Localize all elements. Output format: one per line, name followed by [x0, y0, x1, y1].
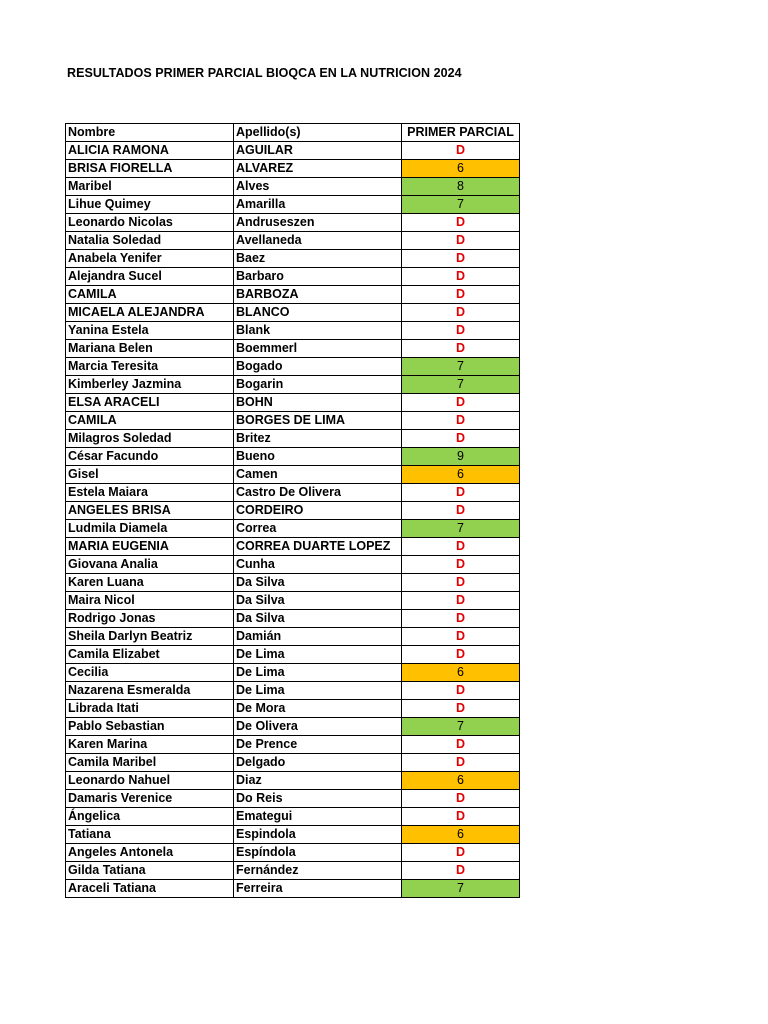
cell-name: Maira Nicol — [66, 592, 234, 610]
table-row — [66, 592, 520, 610]
table-row — [66, 160, 520, 178]
cell-grade: 6 — [402, 826, 520, 844]
cell-name: Camila Maribel — [66, 754, 234, 772]
cell-name: Alejandra Sucel — [66, 268, 234, 286]
cell-name: Karen Marina — [66, 736, 234, 754]
table-row — [66, 502, 520, 520]
cell-name: Tatiana — [66, 826, 234, 844]
cell-grade: D — [402, 214, 520, 232]
cell-name: Estela Maiara — [66, 484, 234, 502]
cell-surname: Andruseszen — [234, 214, 402, 232]
cell-surname: Bueno — [234, 448, 402, 466]
cell-name: Sheila Darlyn Beatriz — [66, 628, 234, 646]
cell-surname: Do Reis — [234, 790, 402, 808]
cell-name: César Facundo — [66, 448, 234, 466]
cell-grade: D — [402, 340, 520, 358]
table-row — [66, 214, 520, 232]
table-row — [66, 394, 520, 412]
cell-grade: D — [402, 808, 520, 826]
cell-grade: 6 — [402, 466, 520, 484]
cell-name: Lihue Quimey — [66, 196, 234, 214]
cell-surname: Espíndola — [234, 844, 402, 862]
cell-surname: Blank — [234, 322, 402, 340]
table-row — [66, 466, 520, 484]
cell-name: Milagros Soledad — [66, 430, 234, 448]
cell-grade: D — [402, 646, 520, 664]
table-row — [66, 754, 520, 772]
cell-grade: D — [402, 754, 520, 772]
table-row — [66, 448, 520, 466]
table-row — [66, 268, 520, 286]
cell-name: Yanina Estela — [66, 322, 234, 340]
table-row — [66, 880, 520, 898]
cell-surname: De Prence — [234, 736, 402, 754]
cell-surname: Delgado — [234, 754, 402, 772]
cell-grade: D — [402, 790, 520, 808]
table-row — [66, 304, 520, 322]
table-row — [66, 196, 520, 214]
cell-grade: D — [402, 556, 520, 574]
table-row — [66, 538, 520, 556]
cell-name: Ángelica — [66, 808, 234, 826]
cell-surname: BORGES DE LIMA — [234, 412, 402, 430]
cell-surname: Damián — [234, 628, 402, 646]
cell-grade: 7 — [402, 358, 520, 376]
cell-grade: 7 — [402, 196, 520, 214]
cell-name: Pablo Sebastian — [66, 718, 234, 736]
cell-grade: D — [402, 394, 520, 412]
table-row — [66, 628, 520, 646]
cell-grade: 7 — [402, 520, 520, 538]
table-row — [66, 520, 520, 538]
cell-name: Anabela Yenifer — [66, 250, 234, 268]
cell-surname: Bogado — [234, 358, 402, 376]
cell-grade: D — [402, 412, 520, 430]
table-row — [66, 286, 520, 304]
cell-surname: Diaz — [234, 772, 402, 790]
cell-surname: Bogarin — [234, 376, 402, 394]
cell-name: ELSA ARACELI — [66, 394, 234, 412]
cell-name: Mariana Belen — [66, 340, 234, 358]
cell-grade: 6 — [402, 664, 520, 682]
header-name: Nombre — [66, 124, 234, 142]
table-row — [66, 232, 520, 250]
table-row — [66, 844, 520, 862]
cell-name: Araceli Tatiana — [66, 880, 234, 898]
cell-name: Ludmila Diamela — [66, 520, 234, 538]
cell-surname: Boemmerl — [234, 340, 402, 358]
cell-surname: De Mora — [234, 700, 402, 718]
cell-name: Gilda Tatiana — [66, 862, 234, 880]
cell-surname: De Lima — [234, 664, 402, 682]
cell-grade: D — [402, 286, 520, 304]
cell-grade: D — [402, 736, 520, 754]
cell-name: ALICIA RAMONA — [66, 142, 234, 160]
cell-name: MARIA EUGENIA — [66, 538, 234, 556]
table-row — [66, 430, 520, 448]
table-row — [66, 142, 520, 160]
cell-grade: 6 — [402, 160, 520, 178]
cell-surname: BLANCO — [234, 304, 402, 322]
table-row — [66, 772, 520, 790]
table-row — [66, 250, 520, 268]
cell-grade: D — [402, 502, 520, 520]
cell-grade: D — [402, 844, 520, 862]
cell-surname: ALVAREZ — [234, 160, 402, 178]
table-row — [66, 358, 520, 376]
cell-surname: Cunha — [234, 556, 402, 574]
cell-name: Camila Elizabet — [66, 646, 234, 664]
table-row — [66, 736, 520, 754]
cell-surname: CORDEIRO — [234, 502, 402, 520]
table-row — [66, 700, 520, 718]
cell-surname: De Lima — [234, 646, 402, 664]
table-row — [66, 376, 520, 394]
cell-name: CAMILA — [66, 412, 234, 430]
cell-grade: D — [402, 268, 520, 286]
cell-name: ANGELES BRISA — [66, 502, 234, 520]
cell-grade: 6 — [402, 772, 520, 790]
cell-name: CAMILA — [66, 286, 234, 304]
cell-name: Marcia Teresita — [66, 358, 234, 376]
cell-surname: Alves — [234, 178, 402, 196]
table-row — [66, 574, 520, 592]
table-row — [66, 322, 520, 340]
cell-surname: Camen — [234, 466, 402, 484]
table-row — [66, 826, 520, 844]
cell-grade: 7 — [402, 718, 520, 736]
cell-grade: D — [402, 232, 520, 250]
cell-grade: 7 — [402, 880, 520, 898]
cell-name: Karen Luana — [66, 574, 234, 592]
table-row — [66, 664, 520, 682]
cell-surname: De Lima — [234, 682, 402, 700]
grades-table — [65, 123, 520, 898]
cell-name: Angeles Antonela — [66, 844, 234, 862]
cell-name: BRISA FIORELLA — [66, 160, 234, 178]
table-row — [66, 682, 520, 700]
cell-surname: BARBOZA — [234, 286, 402, 304]
cell-surname: Amarilla — [234, 196, 402, 214]
header-grade: PRIMER PARCIAL — [402, 124, 520, 142]
cell-surname: Britez — [234, 430, 402, 448]
table-row — [66, 610, 520, 628]
cell-name: Leonardo Nicolas — [66, 214, 234, 232]
cell-surname: Barbaro — [234, 268, 402, 286]
cell-grade: D — [402, 538, 520, 556]
table-row — [66, 646, 520, 664]
cell-name: Leonardo Nahuel — [66, 772, 234, 790]
cell-surname: Da Silva — [234, 610, 402, 628]
cell-surname: Da Silva — [234, 574, 402, 592]
cell-surname: Correa — [234, 520, 402, 538]
table-row — [66, 718, 520, 736]
cell-name: Gisel — [66, 466, 234, 484]
cell-surname: Espindola — [234, 826, 402, 844]
cell-grade: D — [402, 592, 520, 610]
cell-surname: Da Silva — [234, 592, 402, 610]
table-header-row — [66, 124, 520, 142]
cell-surname: Ferreira — [234, 880, 402, 898]
cell-name: Natalia Soledad — [66, 232, 234, 250]
cell-surname: BOHN — [234, 394, 402, 412]
cell-name: Giovana Analia — [66, 556, 234, 574]
cell-grade: D — [402, 142, 520, 160]
cell-grade: 8 — [402, 178, 520, 196]
cell-surname: De Olivera — [234, 718, 402, 736]
cell-name: Damaris Verenice — [66, 790, 234, 808]
cell-grade: D — [402, 700, 520, 718]
table-row — [66, 484, 520, 502]
cell-grade: D — [402, 628, 520, 646]
cell-grade: D — [402, 322, 520, 340]
cell-grade: D — [402, 430, 520, 448]
cell-name: Kimberley Jazmina — [66, 376, 234, 394]
cell-name: Cecilia — [66, 664, 234, 682]
cell-grade: D — [402, 250, 520, 268]
cell-name: Librada Itati — [66, 700, 234, 718]
cell-surname: Castro De Olivera — [234, 484, 402, 502]
cell-grade: 9 — [402, 448, 520, 466]
cell-grade: D — [402, 304, 520, 322]
cell-name: Nazarena Esmeralda — [66, 682, 234, 700]
table-row — [66, 862, 520, 880]
header-surname: Apellido(s) — [234, 124, 402, 142]
cell-surname: Fernández — [234, 862, 402, 880]
table-body — [66, 142, 520, 898]
table-row — [66, 556, 520, 574]
cell-grade: D — [402, 610, 520, 628]
cell-surname: Baez — [234, 250, 402, 268]
table-row — [66, 340, 520, 358]
page-title: RESULTADOS PRIMER PARCIAL BIOQCA EN LA NUTRICION 2024 — [67, 66, 462, 80]
cell-grade: 7 — [402, 376, 520, 394]
cell-name: MICAELA ALEJANDRA — [66, 304, 234, 322]
cell-surname: AGUILAR — [234, 142, 402, 160]
table-row — [66, 808, 520, 826]
table-row — [66, 178, 520, 196]
cell-grade: D — [402, 682, 520, 700]
cell-name: Maribel — [66, 178, 234, 196]
cell-grade: D — [402, 574, 520, 592]
table-row — [66, 412, 520, 430]
cell-surname: CORREA DUARTE LOPEZ — [234, 538, 402, 556]
cell-grade: D — [402, 484, 520, 502]
table-row — [66, 790, 520, 808]
cell-name: Rodrigo Jonas — [66, 610, 234, 628]
cell-surname: Avellaneda — [234, 232, 402, 250]
cell-grade: D — [402, 862, 520, 880]
cell-surname: Emategui — [234, 808, 402, 826]
